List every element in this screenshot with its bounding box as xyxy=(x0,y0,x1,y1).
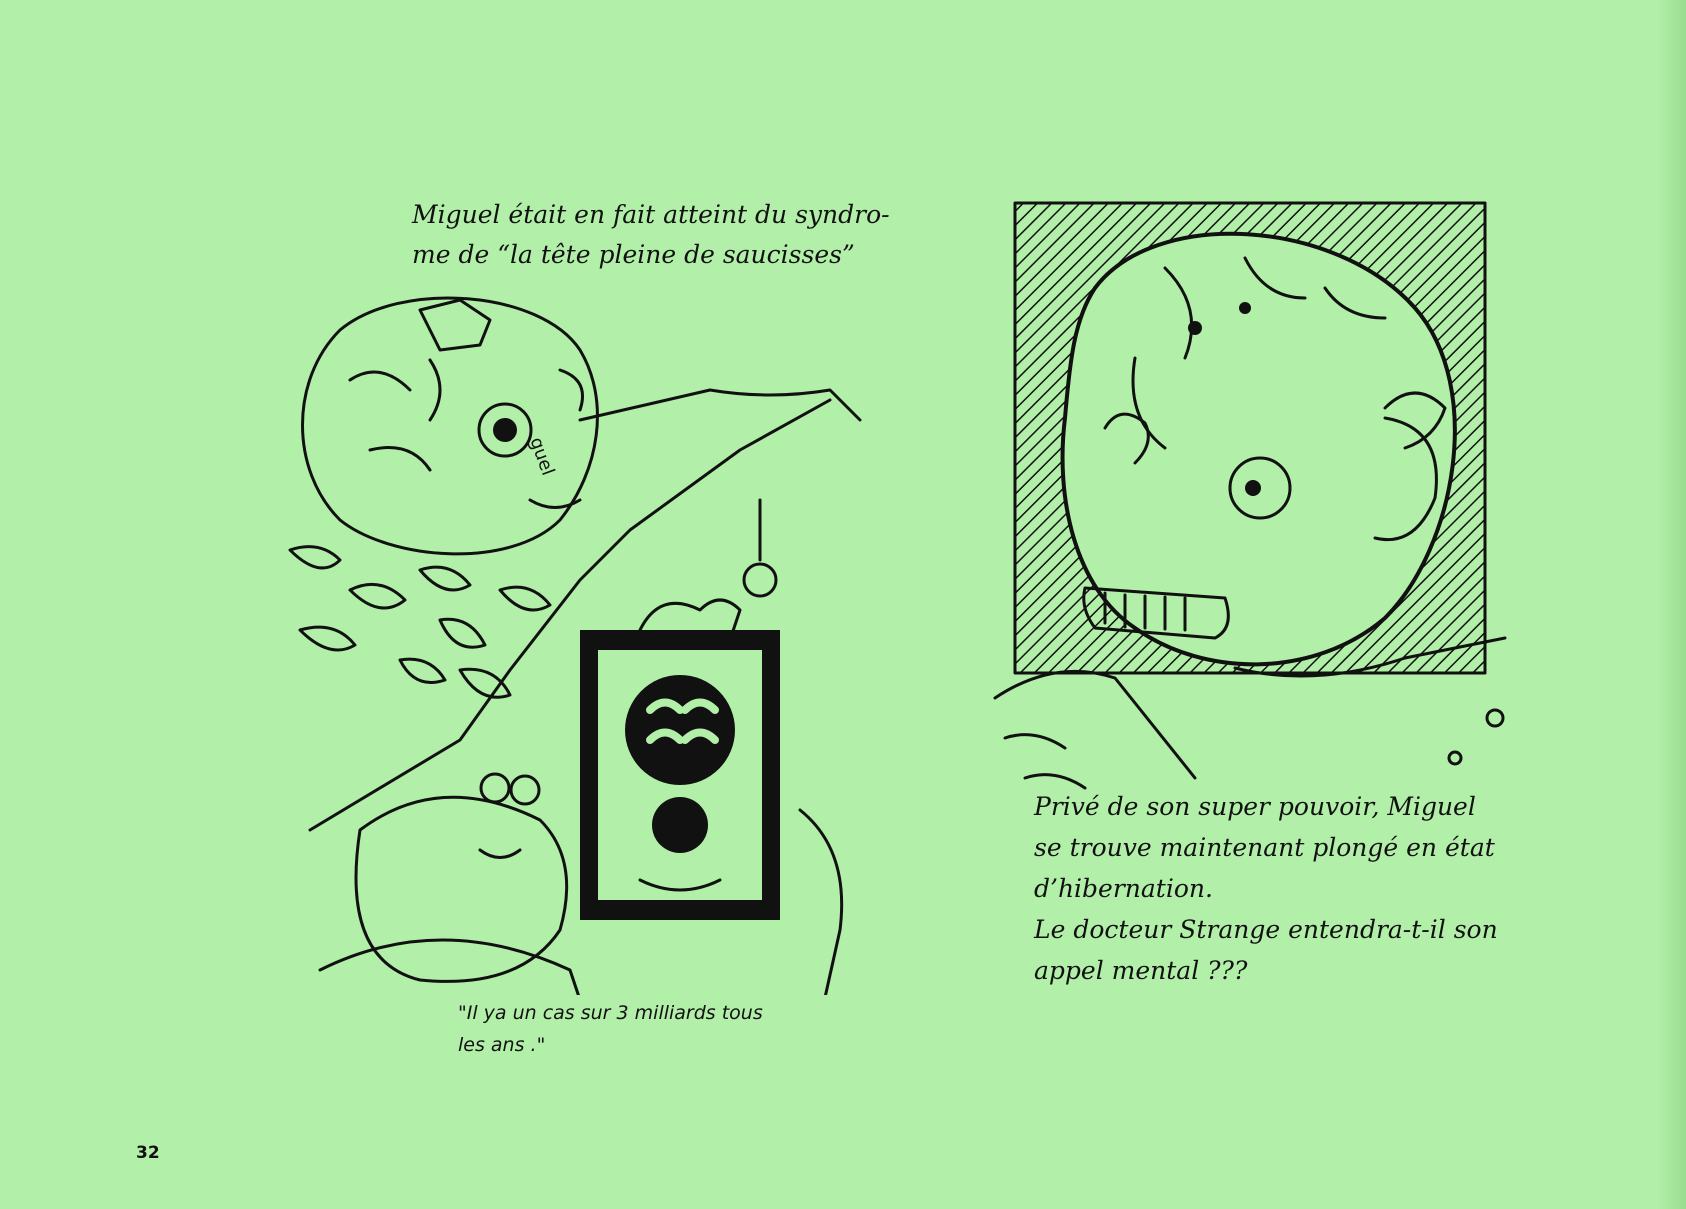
left-illustration-icon xyxy=(280,270,900,1040)
caption-top-line: me de “la tête pleine de saucisses” xyxy=(412,240,855,269)
caption-right xyxy=(1034,786,1504,991)
page-spine-shadow xyxy=(1658,0,1686,1209)
caption-right-line: Privé de son super pouvoir, Miguel xyxy=(1034,792,1476,821)
left-illustration-panel xyxy=(280,270,900,1040)
caption-top-line: Miguel était en fait atteint du syndro- xyxy=(412,200,890,229)
caption-right-line: appel mental ??? xyxy=(1034,956,1248,985)
page-number: 32 xyxy=(136,1143,160,1163)
right-illustration-panel xyxy=(985,198,1555,818)
speech-line: "Il ya un cas sur 3 milliards tous xyxy=(458,1002,763,1024)
caption-top xyxy=(412,195,902,275)
speech-line: les ans ." xyxy=(458,1034,546,1056)
caption-right-line: se trouve maintenant plongé en état xyxy=(1034,833,1495,862)
right-illustration-icon xyxy=(985,198,1555,818)
caption-right-line: Le docteur Strange entendra-t-il son xyxy=(1034,915,1498,944)
speech-bubble xyxy=(452,995,864,1063)
shirt-label: guel xyxy=(525,434,559,479)
caption-right-line: d’hibernation. xyxy=(1034,874,1213,903)
